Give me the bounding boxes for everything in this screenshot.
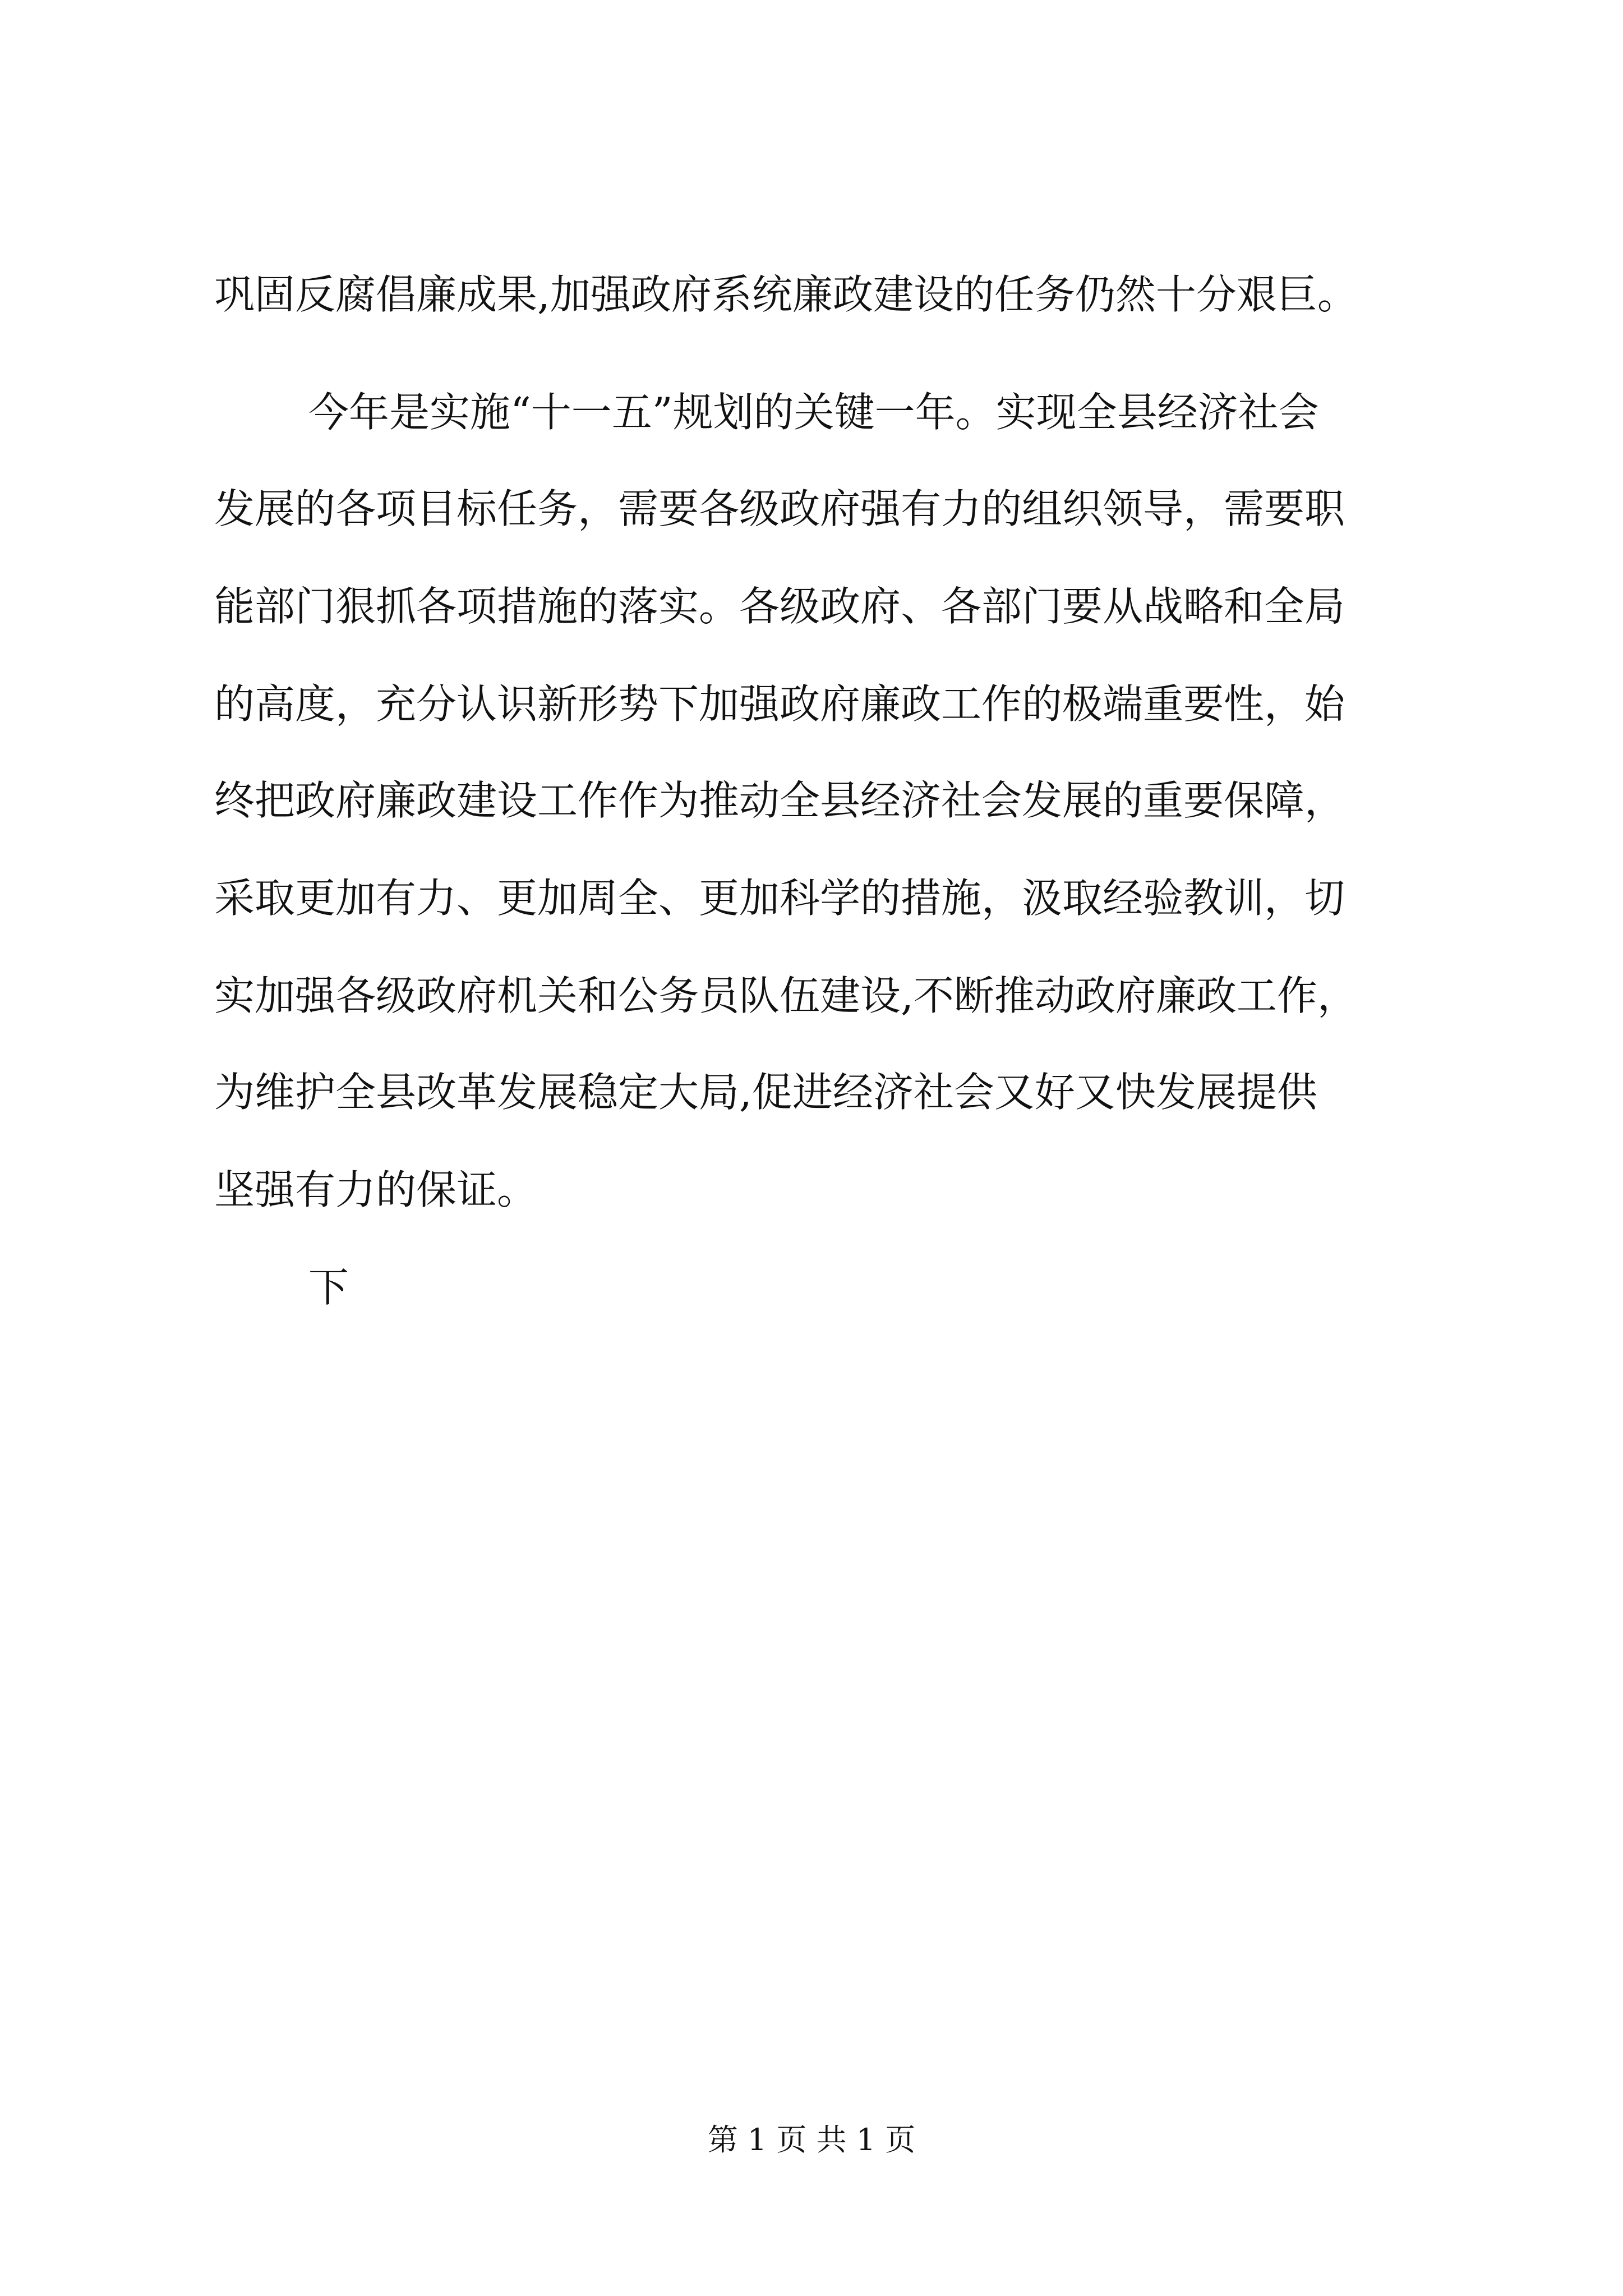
body-line-7: 采取更加有力、更加周全、更加科学的措施，汲取经验教训，切: [214, 875, 1345, 922]
body-line-2: 今年是实施“十一五”规划的关键一年。实现全县经济社会: [308, 389, 1319, 436]
body-line-4: 能部门狠抓各项措施的落实。各级政府、各部门要从战略和全局: [214, 583, 1345, 630]
body-line-8: 实加强各级政府机关和公务员队伍建设,不断推动政府廉政工作，: [214, 972, 1358, 1019]
body-line-1: 巩固反腐倡廉成果,加强政府系统廉政建设的任务仍然十分艰巨。: [214, 271, 1358, 318]
body-line-10: 坚强有力的保证。: [214, 1166, 538, 1213]
body-line-5: 的高度，充分认识新形势下加强政府廉政工作的极端重要性，始: [214, 680, 1345, 728]
body-line-6: 终把政府廉政建设工作作为推动全县经济社会发展的重要保障，: [214, 777, 1345, 824]
page-footer: 第 1 页 共 1 页: [707, 2122, 916, 2157]
body-line-9: 为维护全县改革发展稳定大局,促进经济社会又好又快发展提供: [214, 1069, 1317, 1116]
body-line-11: 下: [308, 1264, 349, 1311]
body-line-3: 发展的各项目标任务，需要各级政府强有力的组织领导，需要职: [214, 485, 1345, 532]
